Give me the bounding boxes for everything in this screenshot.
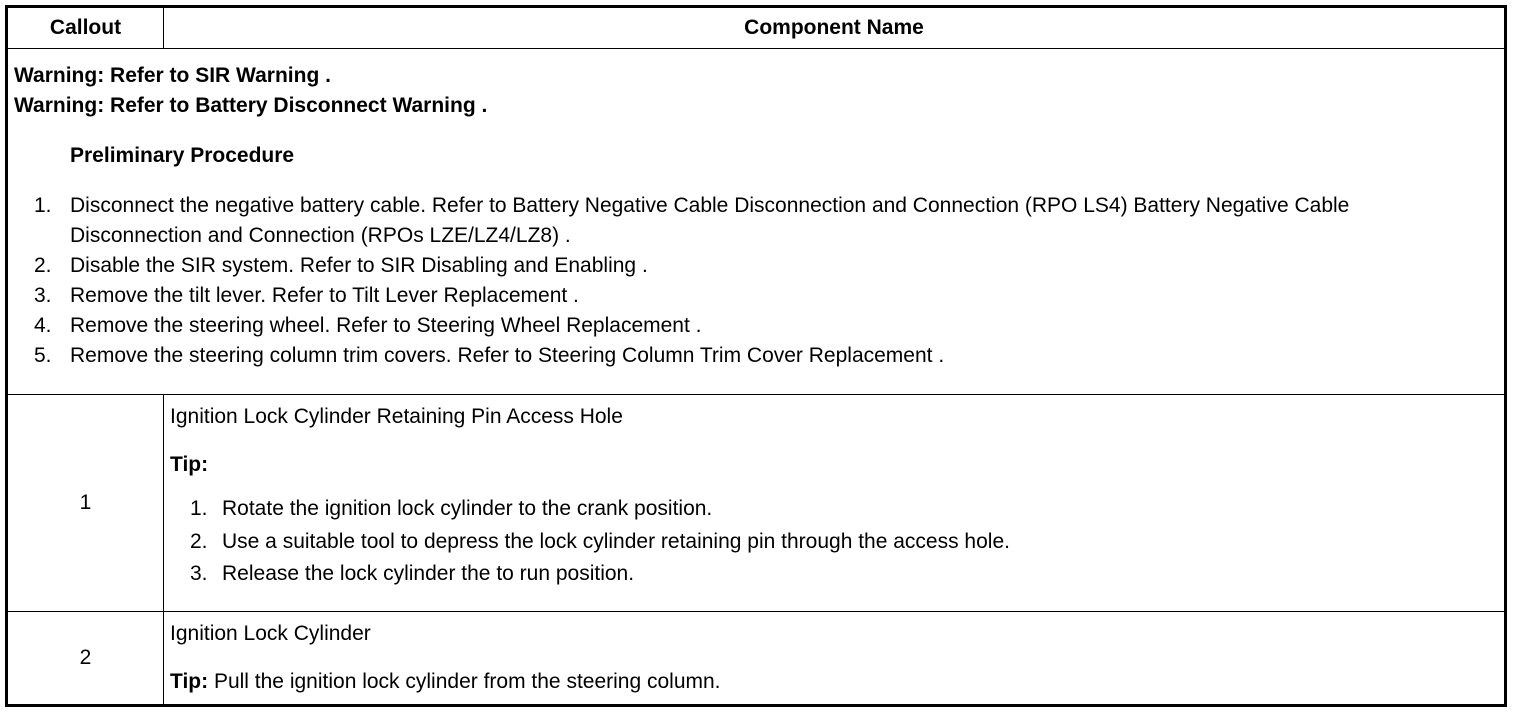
tip-steps <box>170 493 1498 591</box>
sir-warning: Warning: Refer to SIR Warning . <box>14 64 331 87</box>
callout-number: 1 <box>7 395 164 612</box>
preliminary-row <box>7 49 1506 395</box>
preliminary-cell <box>7 49 1506 395</box>
callout-number: 2 <box>7 612 164 706</box>
list-item: 3. Remove the tilt lever. Refer to Tilt Lever Replacement . <box>34 284 579 307</box>
tip-text: Tip: Pull the ignition lock cylinder from the steering column. <box>170 670 721 693</box>
component-name: Ignition Lock Cylinder <box>170 622 371 645</box>
battery-warning: Warning: Refer to Battery Disconnect Warning . <box>14 94 488 117</box>
table-row <box>7 612 1506 706</box>
header-row <box>7 7 1506 49</box>
component-name: Ignition Lock Cylinder Retaining Pin Access Hole <box>170 405 623 428</box>
list-item: 3. Release the lock cylinder the to run position. <box>190 562 635 585</box>
component-name-header: Component Name <box>164 7 1506 49</box>
list-item: 4. Remove the steering wheel. Refer to Steering Wheel Replacement . <box>34 314 702 337</box>
list-item: 2. Disable the SIR system. Refer to SIR Disabling and Enabling . <box>34 254 648 277</box>
component-cell <box>164 612 1506 706</box>
list-item: 1. Disconnect the negative battery cable. Refer to Battery Negative Cable Disconnection and Connection (RPO LS4) Battery Negative Cable Disconnection and Connection (RPOs LZE/LZ4/LZ8) . <box>34 194 1350 247</box>
callout-header: Callout <box>7 7 164 49</box>
list-item: 5. Remove the steering column trim covers. Refer to Steering Column Trim Cover Replacement . <box>34 344 945 367</box>
preliminary-heading: Preliminary Procedure <box>70 144 295 167</box>
component-cell <box>164 395 1506 612</box>
procedure-table <box>5 5 1507 707</box>
list-item: 2. Use a suitable tool to depress the lock cylinder retaining pin through the access hole. <box>190 529 1010 553</box>
table-row <box>7 395 1506 612</box>
preliminary-steps <box>14 191 1498 371</box>
tip-heading: Tip: <box>170 453 209 476</box>
list-item: 1. Rotate the ignition lock cylinder to the crank position. <box>190 497 713 520</box>
